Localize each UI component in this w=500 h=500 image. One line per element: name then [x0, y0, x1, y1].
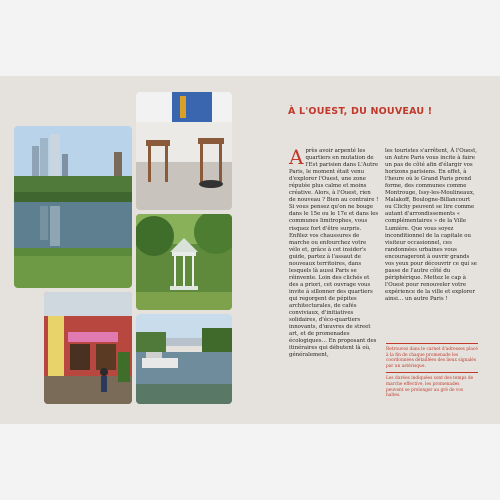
- intro-column-2: [385, 148, 477, 303]
- photo-street-cafe: [44, 292, 132, 404]
- bottom-margin: [0, 424, 500, 500]
- tip-text-2: Les durées indiquées sont des temps de marche effective, les promenades peuvent se prolonger au gré de vos haltes.: [386, 376, 474, 399]
- intro-text-2: les touristes s'arrêtent, À l'Ouest, un Autre Paris vous incite à faire un pas de côté afin d'élargir vos horizons parisiens. En effet, à l'heure où le Grand Paris prend forme, des communes comme Montrouge, Issy-les-Moulineaux, Malakoff, Boulogne-Billancourt ou Clichy peuvent se lire comme autant d'arrondissements « complémentaires » de la Ville Lumière. Que vous soyez inconditionnel de la capitale ou visiteur occasionnel, ces randonnées urbaines vous encourageront à ouvrir grands vos yeux pour découvrir ce qui se passe de l'autre côté du périphérique. Mettez le cap à l'Ouest pour renouveler votre expérience de la ville et explorer ainsi… un autre Paris !: [385, 148, 477, 302]
- intro-column-1: [289, 145, 379, 359]
- photo-canal-barge: [136, 314, 232, 404]
- page-heading: À L'OUEST, DU NOUVEAU !: [288, 106, 433, 117]
- photo-la-defense: [14, 126, 132, 288]
- tip-divider-middle: [386, 372, 478, 373]
- photo-interior-chairs: [136, 92, 232, 210]
- tip-text-1: Retrouvez dans le carnet d'adresses placé à la fin de chaque promenade les coordonnées détaillées des lieux signalés par un astérisque.: [386, 347, 478, 369]
- drop-cap: A: [289, 145, 304, 169]
- tip-divider-top: [386, 343, 478, 344]
- top-margin: [0, 0, 500, 76]
- intro-text-1: près avoir arpenté les quartiers en mutation de l'Est parisien dans L'Autre Paris, le moment était venu d'explorer l'Ouest, une zone réputée plus calme et moins créative. Alors, à l'Ouest, rien de nouveau ? Bien au contraire ! Si vous pensez qu'on ne bouge dans le 15e ou le 17e et dans les communes limitrophes, vous risquez fort d'être surpris. Enfilez vos chaussures de marche ou enfourchez votre vélo et, grâce à cet insider's guide, partez à l'assaut de nouveaux territoires, dans lesquels là aussi Paris se réinvente. Loin des clichés et des a priori, cet ouvrage vous invite à sillonner des quartiers qui regorgent de pépites architecturales, de cafés conviviaux, d'initiatives solidaires, d'éco-quartiers innovants, d'œuvres de street art, et de promenades écologiques… En proposant des itinéraires qui débutent là où, généralement,: [289, 148, 379, 359]
- reader-tip-box: [386, 340, 478, 399]
- photo-garden-kiosk: [136, 214, 232, 310]
